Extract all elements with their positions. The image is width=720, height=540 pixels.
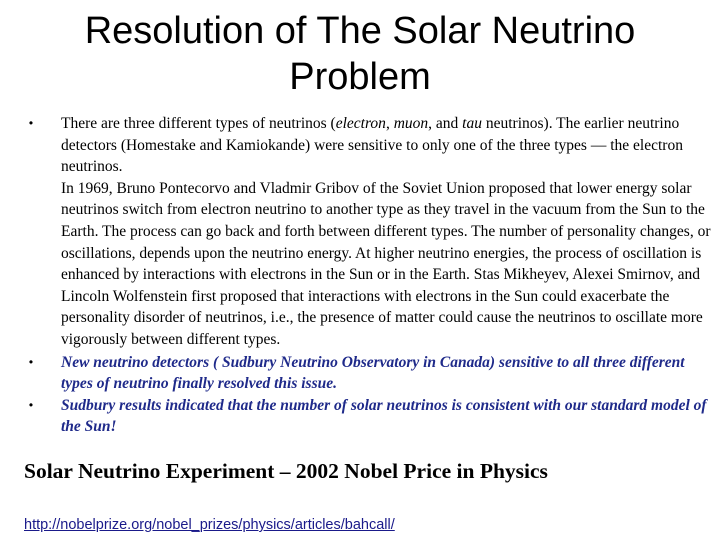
text-segment: , (385, 115, 394, 132)
bullet-marker: • (28, 116, 34, 130)
bullet-marker: • (28, 354, 34, 369)
text-segment: There are three different types of neutrinos ( (61, 115, 336, 132)
nobel-prize-heading: Solar Neutrino Experiment – 2002 Nobel Price in Physics (24, 459, 548, 483)
italic-term-electron: electron (335, 115, 386, 132)
nobel-article-link[interactable]: http://nobelprize.org/nobel_prizes/physics/articles/bahcall/ (24, 517, 395, 533)
text-segment: , and (428, 115, 463, 132)
bullet-item-sudbury-results (24, 395, 714, 438)
bullet-marker: • (28, 397, 34, 412)
bullet-text: Sudbury results indicated that the number of solar neutrinos is consistent with our standard model of the Sun! (61, 396, 707, 436)
italic-term-tau: tau (462, 115, 482, 132)
bullet-list (24, 113, 714, 438)
text-segment: neutrinos). The earlier neutrino detectors (Homestake and Kamiokande) were sensitive to only one of the three types — the electron neutrinos. (61, 115, 683, 176)
italic-term-muon: muon (393, 115, 429, 132)
paragraph-neutrino-types (61, 113, 714, 178)
paragraph-oscillation-history: In 1969, Bruno Pontecorvo and Vladmir Gribov of the Soviet Union proposed that lower energy solar neutrinos switch from electron neutrino to another type as they travel in the vacuum from the Sun to the Earth. The process can go back and forth between different types. The number of personality changes, or oscillations, depends upon the neutrino energy. At higher neutrino energies, the process of oscillation is enhanced by interactions with electrons in the Sun or in the Earth. Stas Mikheyev, Alexei Smirnov, and Lincoln Wolfenstein first proposed that interactions with electrons in the Sun could exacerbate the personality disorder of neutrinos, i.e., the presence of matter could cause the neutrinos to oscillate more vigorously between different types. (61, 179, 711, 348)
bullet-text: New neutrino detectors ( Sudbury Neutrino Observatory in Canada) sensitive to all three different types of neutrino finally resolved this issue. (61, 353, 685, 393)
slide-title: Resolution of The Solar Neutrino Problem (84, 10, 636, 98)
bullet-item-oscillation (24, 113, 714, 351)
bullet-item-new-detectors (24, 352, 714, 395)
